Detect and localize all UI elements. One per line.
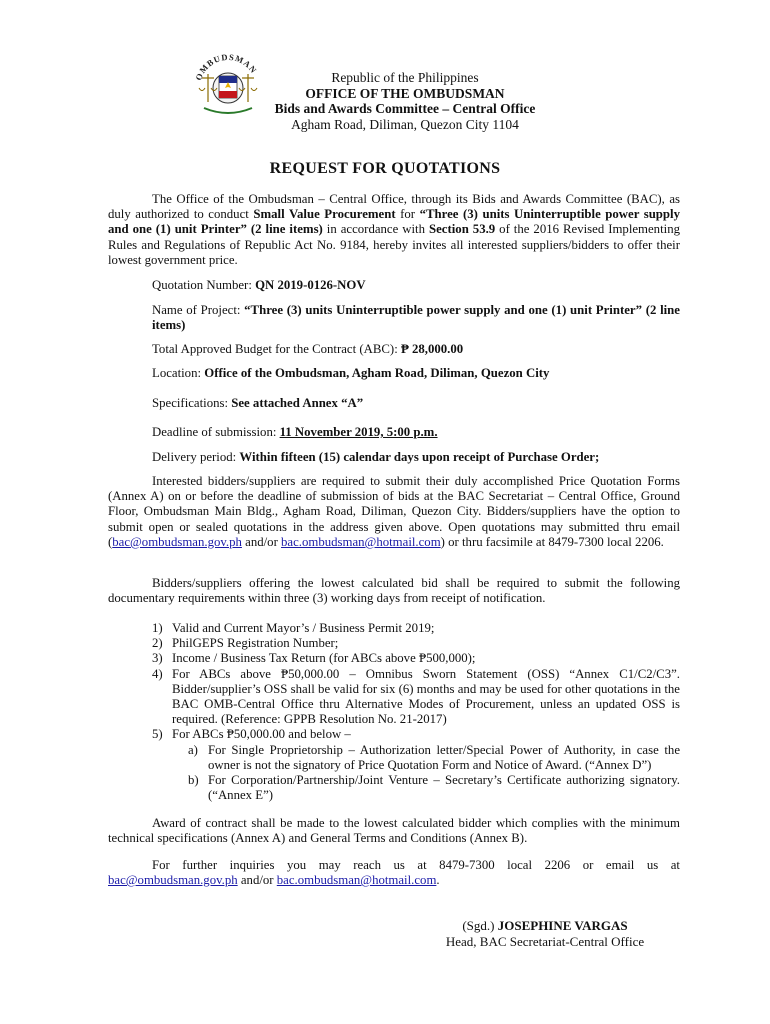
intro-bold-1: Small Value Procurement (253, 207, 396, 222)
list-item-number: 3) (152, 651, 163, 666)
deadline-label: Deadline of submission: (152, 425, 280, 439)
intro-bold-2: “Three (3) units Uninterruptible power supply and one (1) unit Printer” (2 line items) (108, 207, 680, 237)
quotation-number (152, 278, 680, 293)
letterhead (240, 70, 570, 132)
sub-list-item (188, 773, 680, 803)
inquiries-andor: and/or (237, 873, 277, 888)
delivery-period (152, 450, 680, 465)
list-item-number: 4) (152, 666, 163, 681)
submission-paragraph (108, 474, 680, 550)
signature-block (420, 918, 670, 949)
specifications (152, 396, 680, 411)
quotation-number-label: Quotation Number: (152, 278, 256, 292)
signatory-name: JOSEPHINE VARGAS (497, 918, 628, 933)
submission-text: Interested bidders/suppliers are required to submit their duly accomplished Price Quotation Forms (Annex A) on or before the deadline of submission of bids at the BAC Secretariat – Central Office, Ground Floor, Ombudsman Main Bldg., Agham Road, Diliman, Quezon City. Bidders/suppliers have the option to submit open or sealed quotations in the address given above. Open quotations may submitted thru email ( (108, 474, 680, 549)
deadline-value: 11 November 2019, 5:00 p.m. (279, 425, 438, 439)
location (152, 366, 680, 381)
sub-list-item-letter: b) (188, 773, 199, 788)
specifications-value: See attached Annex “A” (231, 396, 364, 410)
inquiries-end: . (436, 873, 440, 888)
list-item (152, 727, 680, 742)
list-item-text: PhilGEPS Registration Number; (172, 636, 339, 651)
project-name-label: Name of Project: (152, 303, 245, 317)
list-item-number: 5) (152, 727, 163, 742)
specifications-label: Specifications: (152, 396, 232, 410)
delivery-period-label: Delivery period: (152, 450, 240, 464)
list-item-text: For ABCs ₱50,000.00 and below – (172, 727, 351, 742)
signatory-position: Head, BAC Secretariat-Central Office (445, 933, 645, 949)
svg-text:OMBUDSMAN: OMBUDSMAN (193, 51, 260, 82)
intro-text-2: for (395, 207, 420, 222)
letterhead-address: Agham Road, Diliman, Quezon City 1104 (291, 116, 519, 132)
list-item-text: Valid and Current Mayor’s / Business Permit 2019; (172, 621, 435, 635)
intro-text-3: in accordance with (322, 222, 429, 237)
inquiries-text: For further inquiries you may reach us at 8479-7300 local 2206 or email us at (152, 858, 680, 872)
list-item (152, 621, 680, 636)
submission-end: ) or thru facsimile at 8479-7300 local 2206. (440, 534, 664, 549)
project-name (152, 303, 680, 333)
list-item (152, 667, 680, 728)
approved-budget-value: ₱ 28,000.00 (400, 342, 464, 356)
document-title: REQUEST FOR QUOTATIONS (269, 160, 501, 177)
quotation-number-value: QN 2019-0126-NOV (255, 278, 366, 292)
approved-budget (152, 342, 680, 357)
email-link-hotmail[interactable]: bac.ombudsman@hotmail.com (281, 534, 441, 549)
letterhead-republic: Republic of the Philippines (331, 70, 479, 85)
project-name-value: “Three (3) units Uninterruptible power supply and one (1) unit Printer” (2 line items) (152, 303, 680, 333)
list-item-number: 2) (152, 636, 163, 651)
list-item-text: Income / Business Tax Return (for ABCs above ₱500,000); (172, 651, 476, 666)
delivery-period-value: Within fifteen (15) calendar days upon receipt of Purchase Order; (239, 450, 600, 464)
submission-andor: and/or (241, 534, 282, 549)
inquiries-paragraph (108, 858, 680, 888)
signatory-line (420, 918, 670, 934)
letterhead-office: OFFICE OF THE OMBUDSMAN (305, 85, 505, 101)
location-value: Office of the Ombudsman, Agham Road, Diliman, Quezon City (204, 366, 550, 380)
requirements-intro: Bidders/suppliers offering the lowest calculated bid shall be required to submit the following documentary requirements within three (3) working days from receipt of notification. (108, 576, 680, 606)
letterhead-committee: Bids and Awards Committee – Central Office (274, 101, 536, 116)
list-item-text: For ABCs above ₱50,000.00 – Omnibus Sworn Statement (OSS) “Annex C1/C2/C3”. Bidder/supplier’s OSS shall be valid for six (6) months and may be used for other quotations in the BAC OMB-Central Office thru Alternative Modes of Procurement, unless an updated OSS is required. (Reference: GPPB Resolution No. 21-2017) (172, 666, 680, 727)
intro-text-1: The Office of the Ombudsman – Central Office, through its Bids and Awards Committee (BAC), as duly authorized to conduct (108, 192, 680, 222)
requirements-list (152, 621, 680, 803)
list-item (152, 651, 680, 666)
email-link-ombudsman[interactable]: bac@ombudsman.gov.ph (112, 534, 242, 549)
award-paragraph: Award of contract shall be made to the lowest calculated bidder which complies with the minimum technical specifications (Annex A) and General Terms and Conditions (Annex B). (108, 816, 680, 846)
intro-paragraph (108, 192, 680, 268)
sub-list-item-text: For Corporation/Partnership/Joint Venture – Secretary’s Certificate authorizing signatory. (“Annex E”) (208, 773, 680, 803)
intro-bold-3: Section 53.9 (429, 222, 496, 237)
approved-budget-label: Total Approved Budget for the Contract (ABC): (152, 342, 401, 356)
deadline (152, 425, 680, 440)
sub-list-item-letter: a) (188, 742, 198, 757)
signed-mark: (Sgd.) (462, 918, 498, 933)
intro-text-4: of the 2016 Revised Implementing Rules and Regulations of Republic Act No. 9184, hereby invites all interested suppliers/bidders to offer their lowest government price. (108, 222, 680, 267)
inquiries-email-link-hotmail[interactable]: bac.ombudsman@hotmail.com (276, 873, 437, 888)
location-label: Location: (152, 366, 205, 380)
sub-list-item-text: For Single Proprietorship – Authorization letter/Special Power of Authority, in case the owner is not the signatory of Price Quotation Form and Notice of Award. (“Annex D”) (208, 742, 680, 772)
list-item (152, 636, 680, 651)
sub-list-item (188, 743, 680, 773)
inquiries-email-link-ombudsman[interactable]: bac@ombudsman.gov.ph (108, 873, 238, 888)
list-item-number: 1) (152, 621, 163, 635)
